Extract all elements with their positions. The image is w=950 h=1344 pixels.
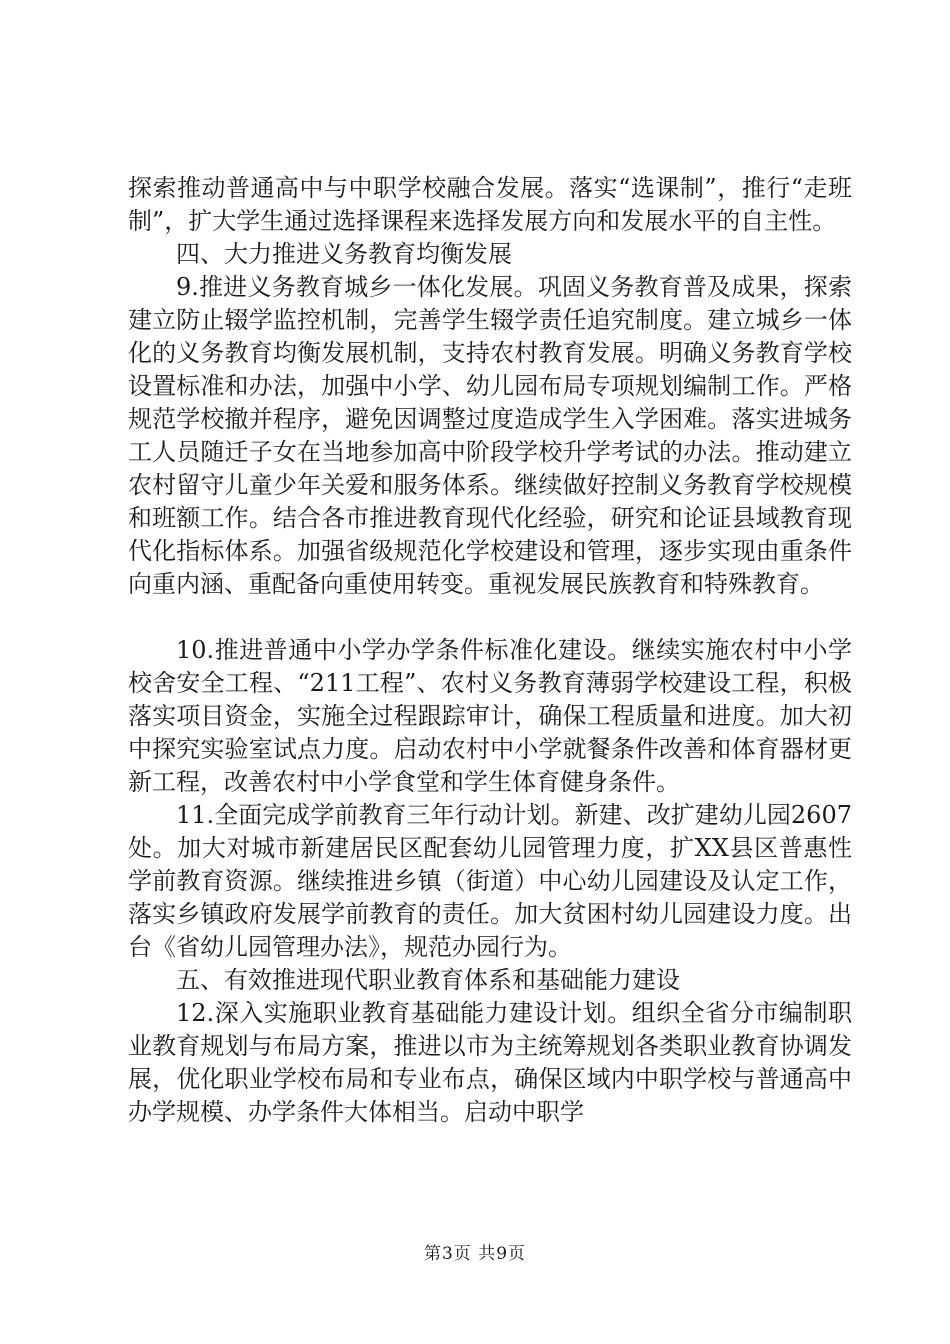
- page-number-footer: 第3页 共9页: [423, 1244, 527, 1264]
- paragraph-continuation: 探索推动普通高中与中职学校融合发展。落实“选课制”，推行“走班制”，扩大学生通过选择课程来选择发展方向和发展水平的自主性。: [128, 174, 852, 235]
- section-heading-4: 四、大力推进义务教育均衡发展: [176, 240, 512, 268]
- paragraph-item-10: 10.推进普通中小学办学条件标准化建设。继续实施农村中小学校舍安全工程、“211工程”、农村义务教育薄弱学校建设工程，积极落实项目资金，实施全过程跟踪审计，确保工程质量和进度。加大初中探究实验室试点力度。启动农村中小学就餐条件改善和体育器材更新工程，改善农村中小学食堂和学生体育健身条件。: [128, 636, 852, 796]
- paragraph-item-11: 11.全面完成学前教育三年行动计划。新建、改扩建幼儿园2607处。加大对城市新建居民区配套幼儿园管理力度，扩XX县区普惠性学前教育资源。继续推进乡镇（街道）中心幼儿园建设及认定工作，落实乡镇政府发展学前教育的责任。加大贫困村幼儿园建设力度。出台《省幼儿园管理办法》，规范办园行为。: [128, 801, 852, 961]
- paragraph-gap: [128, 601, 852, 634]
- paragraph-item-9: 9.推进义务教育城乡一体化发展。巩固义务教育普及成果，探索建立防止辍学监控机制，完善学生辍学责任追究制度。建立城乡一体化的义务教育均衡发展机制，支持农村教育发展。明确义务教育学校设置标准和办法，加强中小学、幼儿园布局专项规划编制工作。严格规范学校撤并程序，避免因调整过度造成学生入学困难。落实进城务工人员随迁子女在当地参加高中阶段学校升学考试的办法。推动建立农村留守儿童少年关爱和服务体系。继续做好控制义务教育学校规模和班额工作。结合各市推进教育现代化经验，研究和论证县域教育现代化指标体系。加强省级规范化学校建设和管理，逐步实现由重条件向重内涵、重配备向重使用转变。重视发展民族教育和特殊教育。: [128, 273, 852, 598]
- section-heading-5: 五、有效推进现代职业教育体系和基础能力建设: [176, 966, 680, 994]
- document-body: [128, 172, 852, 1129]
- paragraph-item-12: 12.深入实施职业教育基础能力建设计划。组织全省分市编制职业教育规划与布局方案，推进以市为主统筹规划各类职业教育协调发展，优化职业学校布局和专业布点，确保区域内中职学校与普通高中办学规模、办学条件大体相当。启动中职学: [128, 999, 852, 1126]
